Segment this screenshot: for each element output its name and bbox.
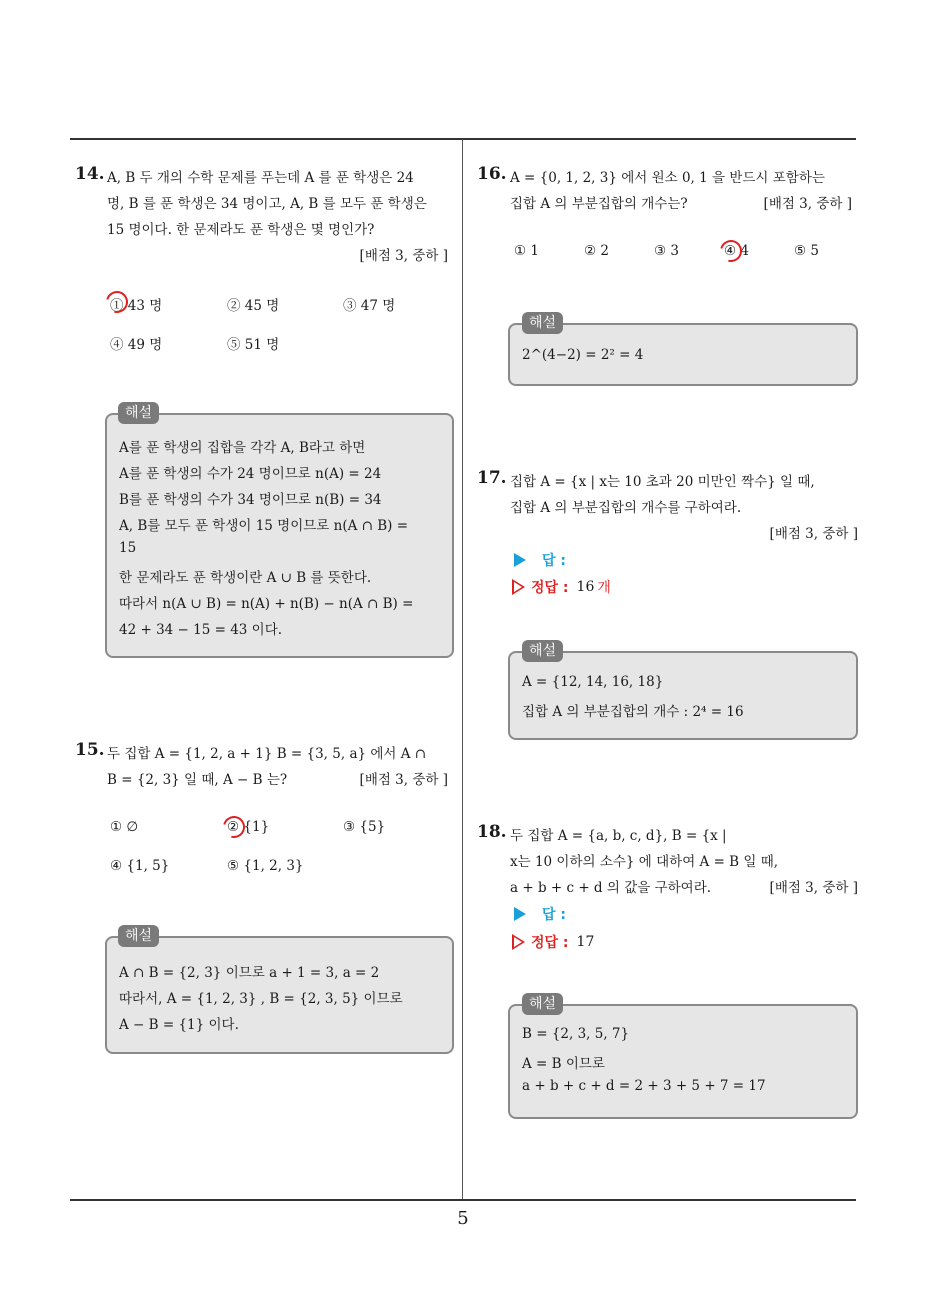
page-number: 5: [457, 1208, 469, 1229]
choice-3[interactable]: ③ 3: [654, 243, 679, 259]
score-label: [배점 3, 중하 ]: [359, 772, 448, 788]
score-label: [배점 3, 중하 ]: [769, 880, 858, 896]
question-text: A, B 두 개의 수학 문제를 푸는데 A 를 푼 학생은 24: [107, 170, 414, 186]
question-text: 15 명이다. 한 문제라도 푼 학생은 몇 명인가?: [107, 222, 375, 238]
solution-line: A ∩ B = {2, 3} 이므로 a + 1 = 3, a = 2: [119, 965, 380, 981]
solution-line: A, B를 모두 푼 학생이 15 명이므로 n(A ∩ B) =: [119, 518, 409, 534]
solution-line: 따라서, A = {1, 2, 3} , B = {2, 3, 5} 이므로: [119, 991, 403, 1007]
solution-tag: 해설: [118, 402, 159, 424]
question-number: 18.: [477, 822, 507, 842]
correct-unit: 개: [597, 580, 611, 596]
choice-3[interactable]: ③ {5}: [343, 819, 386, 835]
question-number: 17.: [477, 468, 507, 488]
question-text: 두 집합 A = {1, 2, a + 1} B = {3, 5, a} 에서 A ∩: [107, 746, 427, 762]
solution-line: A = B 이므로: [522, 1056, 605, 1072]
question-text: A = {0, 1, 2, 3} 에서 원소 0, 1 을 반드시 포함하는: [510, 170, 825, 186]
question-text: B = {2, 3} 일 때, A − B 는?: [107, 772, 288, 788]
solution-line: a + b + c + d = 2 + 3 + 5 + 7 = 17: [522, 1078, 766, 1094]
outline-triangle-icon: [512, 934, 525, 950]
solution-line: A = {12, 14, 16, 18}: [522, 674, 664, 690]
question-text: a + b + c + d 의 값을 구하여라.: [510, 880, 712, 896]
question-text: 집합 A = {x | x는 10 초과 20 미만인 짝수} 일 때,: [510, 474, 815, 490]
choice-5[interactable]: ⑤ 5: [794, 243, 819, 259]
solution-line: B = {2, 3, 5, 7}: [522, 1026, 630, 1042]
score-label: [배점 3, 중하 ]: [769, 526, 858, 542]
choice-2[interactable]: ② 45 명: [227, 298, 280, 314]
outline-triangle-icon: [512, 579, 525, 595]
question-text: 두 집합 A = {a, b, c, d}, B = {x |: [510, 828, 727, 844]
score-label: [배점 3, 중하 ]: [763, 196, 852, 212]
answer-row[interactable]: [514, 550, 566, 570]
solution-line: 한 문제라도 푼 학생이란 A ∪ B 를 뜻한다.: [119, 570, 372, 586]
question-number: 15.: [75, 740, 105, 760]
solution-tag: 해설: [118, 925, 159, 947]
solution-line: B를 푼 학생의 수가 34 명이므로 n(B) = 34: [119, 492, 382, 508]
solution-line: A − B = {1} 이다.: [119, 1017, 239, 1033]
choice-2[interactable]: ② 2: [584, 243, 609, 259]
question-text: 집합 A 의 부분집합의 개수를 구하여라.: [510, 500, 742, 516]
choice-2[interactable]: ② {1}: [227, 819, 270, 835]
choice-4[interactable]: ④ 49 명: [110, 337, 163, 353]
choice-4[interactable]: ④ 4: [724, 243, 749, 259]
correct-answer-row: [512, 932, 594, 952]
question-text: 집합 A 의 부분집합의 개수는?: [510, 196, 688, 212]
correct-value: 17: [576, 934, 595, 950]
top-rule: [70, 138, 856, 140]
solution-line: A를 푼 학생의 수가 24 명이므로 n(A) = 24: [119, 466, 382, 482]
solution-line: 42 + 34 − 15 = 43 이다.: [119, 622, 283, 638]
correct-label: 정답 :: [531, 935, 569, 951]
answer-label: 답 :: [542, 553, 566, 569]
question-text: 명, B 를 푼 학생은 34 명이고, A, B 를 모두 푼 학생은: [107, 196, 427, 212]
solution-line: 2^(4−2) = 2² = 4: [522, 347, 644, 363]
question-number: 14.: [75, 164, 105, 184]
choice-1[interactable]: ① ∅: [110, 819, 139, 835]
solution-tag: 해설: [522, 993, 563, 1015]
solution-line: A를 푼 학생의 집합을 각각 A, B라고 하면: [119, 440, 366, 456]
solution-tag: 해설: [522, 640, 563, 662]
correct-answer-row: [512, 577, 611, 597]
correct-label: 정답 :: [531, 580, 569, 596]
choice-3[interactable]: ③ 47 명: [343, 298, 396, 314]
solution-box: [508, 651, 858, 740]
solution-line: 따라서 n(A ∪ B) = n(A) + n(B) − n(A ∩ B) =: [119, 596, 414, 612]
answer-label: 답 :: [542, 907, 566, 923]
answer-row[interactable]: [514, 904, 566, 924]
question-text: x는 10 이하의 소수} 에 대하여 A = B 일 때,: [510, 854, 779, 870]
choice-1[interactable]: ① 1: [514, 243, 539, 259]
solution-tag: 해설: [522, 312, 563, 334]
choice-5[interactable]: ⑤ {1, 2, 3}: [227, 858, 304, 874]
choice-4[interactable]: ④ {1, 5}: [110, 858, 170, 874]
bottom-rule: [70, 1199, 856, 1201]
correct-value: 16: [576, 579, 595, 595]
play-icon: [514, 907, 526, 921]
score-label: [배점 3, 중하 ]: [359, 248, 448, 264]
selected-answer-mark: [716, 236, 746, 266]
column-divider: [462, 139, 463, 1199]
solution-line: 집합 A 의 부분집합의 개수 : 2⁴ = 16: [522, 704, 744, 720]
choice-1[interactable]: ① 43 명: [110, 298, 163, 314]
solution-line: 15: [119, 540, 137, 556]
question-number: 16.: [477, 164, 507, 184]
choice-5[interactable]: ⑤ 51 명: [227, 337, 280, 353]
play-icon: [514, 553, 526, 567]
selected-answer-mark: [219, 812, 249, 842]
